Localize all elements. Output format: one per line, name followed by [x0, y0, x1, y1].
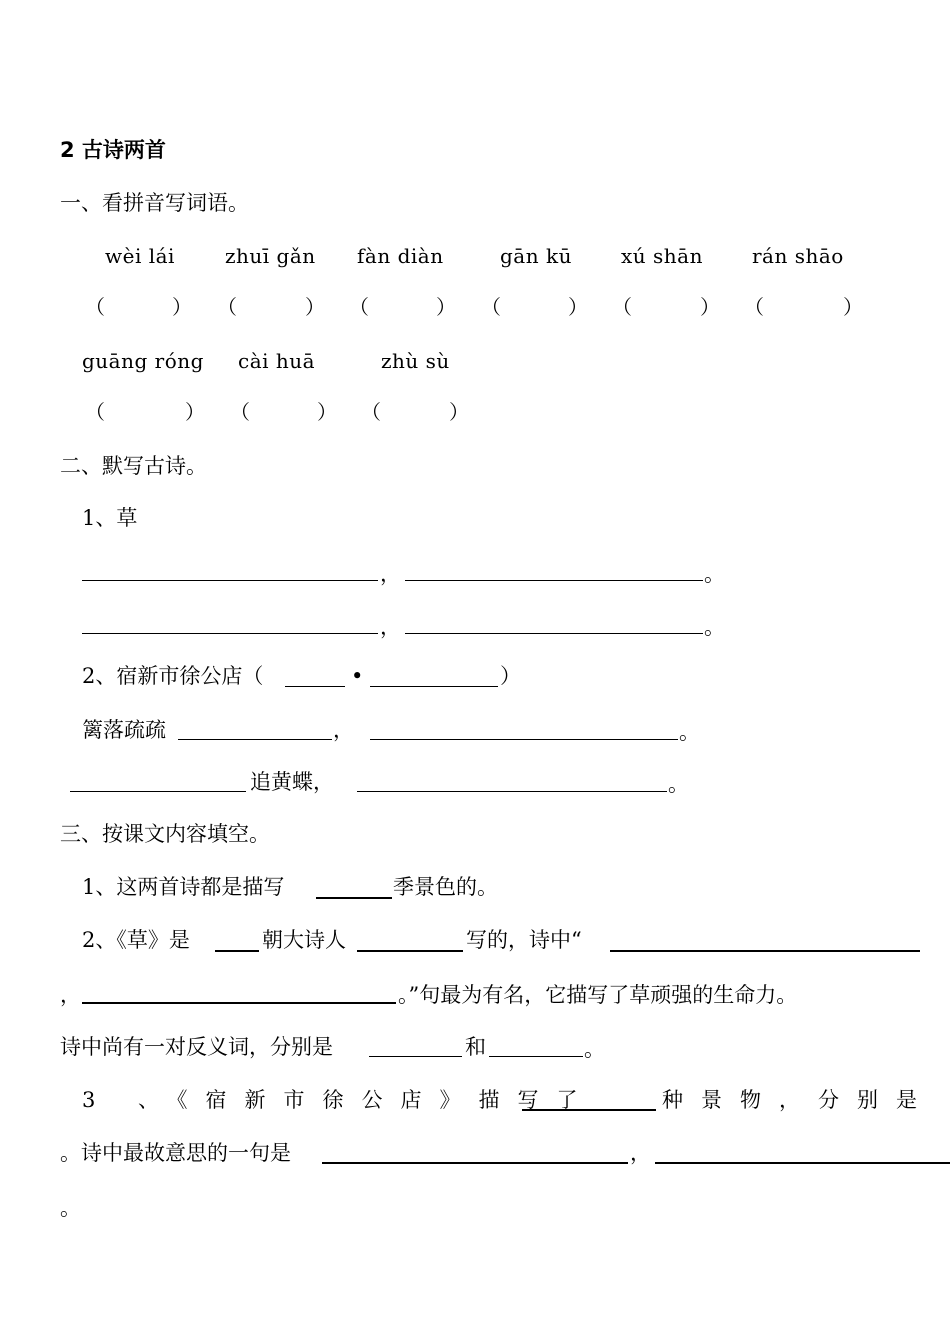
section2-heading: 二、默写古诗。	[60, 454, 207, 478]
poem1-comma-1: ，	[380, 562, 401, 586]
q2-part-h: 。	[584, 1037, 605, 1061]
poem2-author-blank[interactable]	[370, 686, 498, 687]
pinyin-1: wèi lái	[105, 244, 175, 268]
q2-poet-blank[interactable]	[357, 950, 463, 952]
answer-box-5-open: （	[612, 295, 632, 319]
q1-start: 1、这两首诗都是描写	[82, 875, 285, 899]
q2-part-f: 诗中尚有一对反义词，分别是	[60, 1035, 333, 1059]
q2-part-a: 2、《草》是	[82, 928, 190, 952]
q2-part-e: 。”句最为有名，它描写了草顽强的生命力。	[398, 983, 798, 1007]
pinyin-7: guāng róng	[82, 349, 204, 373]
poem1-blank-1[interactable]	[82, 580, 378, 581]
poem2-title-dot: •	[351, 664, 364, 688]
answer-box-1-open: （	[85, 295, 105, 319]
poem1-blank-3[interactable]	[82, 633, 378, 634]
q3-part-d: ，	[630, 1141, 651, 1165]
q2-part-g: 和	[465, 1035, 486, 1059]
answer-box-8-open: （	[230, 400, 250, 424]
pinyin-2: zhuī gǎn	[225, 244, 316, 268]
answer-box-3-close: ）	[436, 295, 456, 319]
poem2-title-prefix: 2、宿新市徐公店（	[82, 664, 264, 688]
pinyin-4: gān kū	[500, 244, 572, 268]
q2-dynasty-blank[interactable]	[215, 950, 259, 952]
poem1-period-1: 。	[704, 562, 725, 586]
poem2-line1-start: 篱落疏疏	[82, 718, 166, 742]
section1-heading: 一、看拼音写词语。	[60, 191, 249, 215]
q3-part-b: 种景物，分别是	[662, 1088, 935, 1112]
answer-box-3-open: （	[349, 295, 369, 319]
worksheet-title: 2 古诗两首	[60, 138, 166, 162]
poem2-line2-mid: 追黄蝶，	[250, 770, 334, 794]
poem1-title: 1、草	[82, 506, 138, 530]
q2-part-b: 朝大诗人	[262, 928, 346, 952]
answer-box-6-close: ）	[843, 295, 863, 319]
q2-part-c: 写的，诗中“	[466, 928, 582, 952]
q3-part-e: 。	[60, 1196, 81, 1220]
poem1-period-2: 。	[704, 615, 725, 639]
q2-antonym-blank-2[interactable]	[489, 1056, 583, 1057]
answer-box-8-close: ）	[317, 400, 337, 424]
q2-part-d: ，	[60, 983, 81, 1007]
pinyin-5: xú shān	[621, 244, 703, 268]
poem1-blank-2[interactable]	[405, 580, 703, 581]
q1-season-blank[interactable]	[316, 897, 392, 899]
poem2-blank-4[interactable]	[357, 791, 667, 792]
poem2-blank-2[interactable]	[370, 739, 678, 740]
poem2-line1-period: 。	[679, 720, 700, 744]
answer-box-2-close: ）	[305, 295, 325, 319]
q3-part-a: 3 、《宿新市徐公店》描写了	[82, 1088, 596, 1112]
pinyin-3: fàn diàn	[357, 244, 444, 268]
q3-count-blank[interactable]	[522, 1109, 656, 1111]
q1-end: 季景色的。	[393, 875, 498, 899]
q3-line-blank-2[interactable]	[655, 1162, 950, 1164]
poem2-blank-3[interactable]	[70, 791, 246, 792]
q3-part-c: 。诗中最故意思的一句是	[60, 1141, 291, 1165]
q3-line-blank-1[interactable]	[322, 1162, 628, 1164]
poem2-blank-1[interactable]	[178, 739, 332, 740]
section3-heading: 三、按课文内容填空。	[60, 822, 270, 846]
pinyin-8: cài huā	[238, 349, 316, 373]
answer-box-6-open: （	[744, 295, 764, 319]
answer-box-5-close: ）	[700, 295, 720, 319]
answer-box-2-open: （	[217, 295, 237, 319]
answer-box-9-open: （	[361, 400, 381, 424]
poem2-title-suffix: ）	[500, 664, 521, 688]
poem2-dynasty-blank[interactable]	[285, 686, 345, 687]
q2-antonym-blank-1[interactable]	[369, 1056, 462, 1057]
q2-line-blank-2[interactable]	[82, 1002, 396, 1004]
poem2-line2-period: 。	[668, 772, 689, 796]
pinyin-6: rán shāo	[752, 244, 844, 268]
answer-box-9-close: ）	[449, 400, 469, 424]
poem1-blank-4[interactable]	[405, 633, 703, 634]
answer-box-4-open: （	[481, 295, 501, 319]
answer-box-1-close: ）	[172, 295, 192, 319]
poem1-comma-2: ，	[380, 615, 401, 639]
pinyin-9: zhù sù	[381, 349, 450, 373]
q2-line-blank-1[interactable]	[610, 950, 920, 952]
answer-box-4-close: ）	[568, 295, 588, 319]
answer-box-7-open: （	[85, 400, 105, 424]
poem2-line1-comma: ，	[333, 718, 354, 742]
answer-box-7-close: ）	[185, 400, 205, 424]
